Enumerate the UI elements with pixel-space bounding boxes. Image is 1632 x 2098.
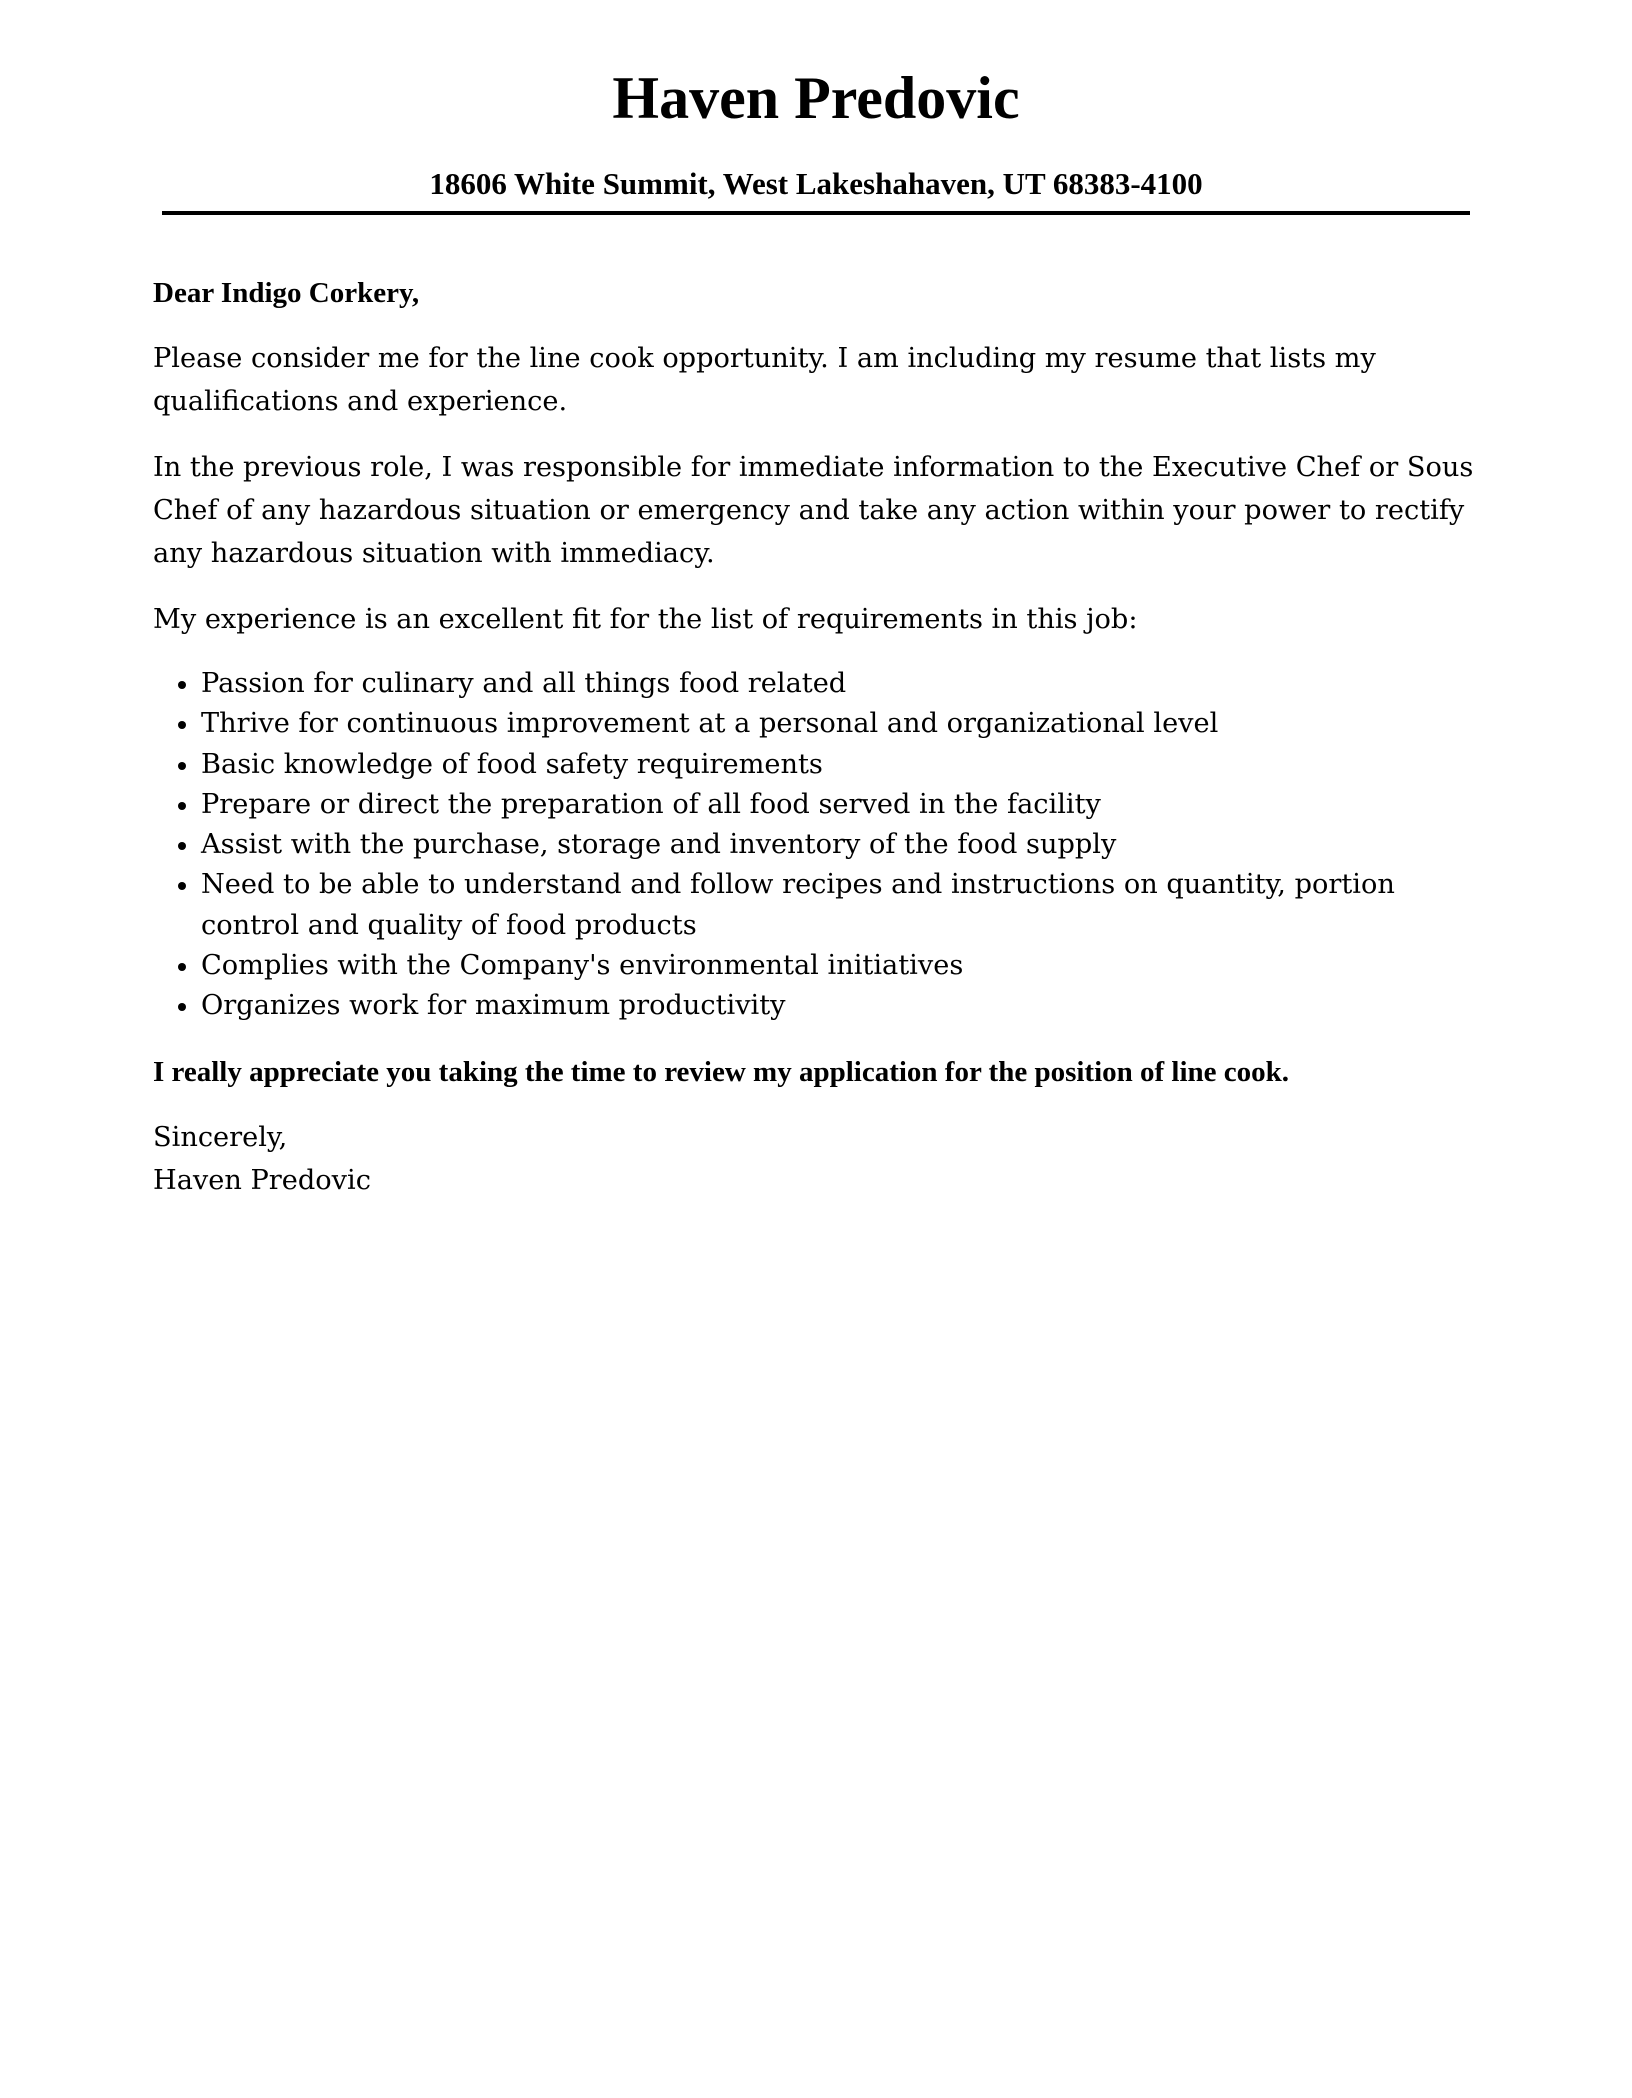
- list-item: Assist with the purchase, storage and inventory of the food supply: [201, 825, 1483, 865]
- list-item: Basic knowledge of food safety requirements: [201, 745, 1483, 785]
- closing-statement: I really appreciate you taking the time to review my application for the position of line cook.: [153, 1055, 1290, 1088]
- fit-paragraph: My experience is an excellent fit for the list of requirements in this job:: [153, 604, 1138, 635]
- signature-name: Haven Predovic: [153, 1164, 371, 1196]
- list-item: Organizes work for maximum productivity: [201, 986, 1483, 1026]
- applicant-address: 18606 White Summit, West Lakeshahaven, UT 68383-4100: [429, 166, 1203, 201]
- list-item: Passion for culinary and all things food related: [201, 664, 1483, 704]
- letter-body: [153, 272, 1483, 1202]
- list-item: Thrive for continuous improvement at a personal and organizational level: [201, 704, 1483, 744]
- salutation: Dear Indigo Corkery,: [153, 277, 420, 309]
- list-item: Complies with the Company's environmental initiatives: [201, 946, 1483, 986]
- header-divider: [162, 211, 1470, 215]
- intro-paragraph: Please consider me for the line cook opportunity. I am including my resume that lists my qualifications and experience.: [153, 343, 1376, 417]
- signoff-text: Sincerely,: [153, 1121, 288, 1153]
- list-item: Prepare or direct the preparation of all food served in the facility: [201, 785, 1483, 825]
- list-item: Need to be able to understand and follow recipes and instructions on quantity, portion control and quality of food products: [201, 865, 1483, 946]
- requirements-list: [153, 664, 1483, 1027]
- experience-paragraph: In the previous role, I was responsible for immediate information to the Executive Chef or Sous Chef of any hazardous situation or emergency and take any action within your power to rectify any hazardous situation with immediacy.: [153, 452, 1474, 569]
- applicant-name: Haven Predovic: [612, 65, 1020, 131]
- signoff: [153, 1116, 1483, 1202]
